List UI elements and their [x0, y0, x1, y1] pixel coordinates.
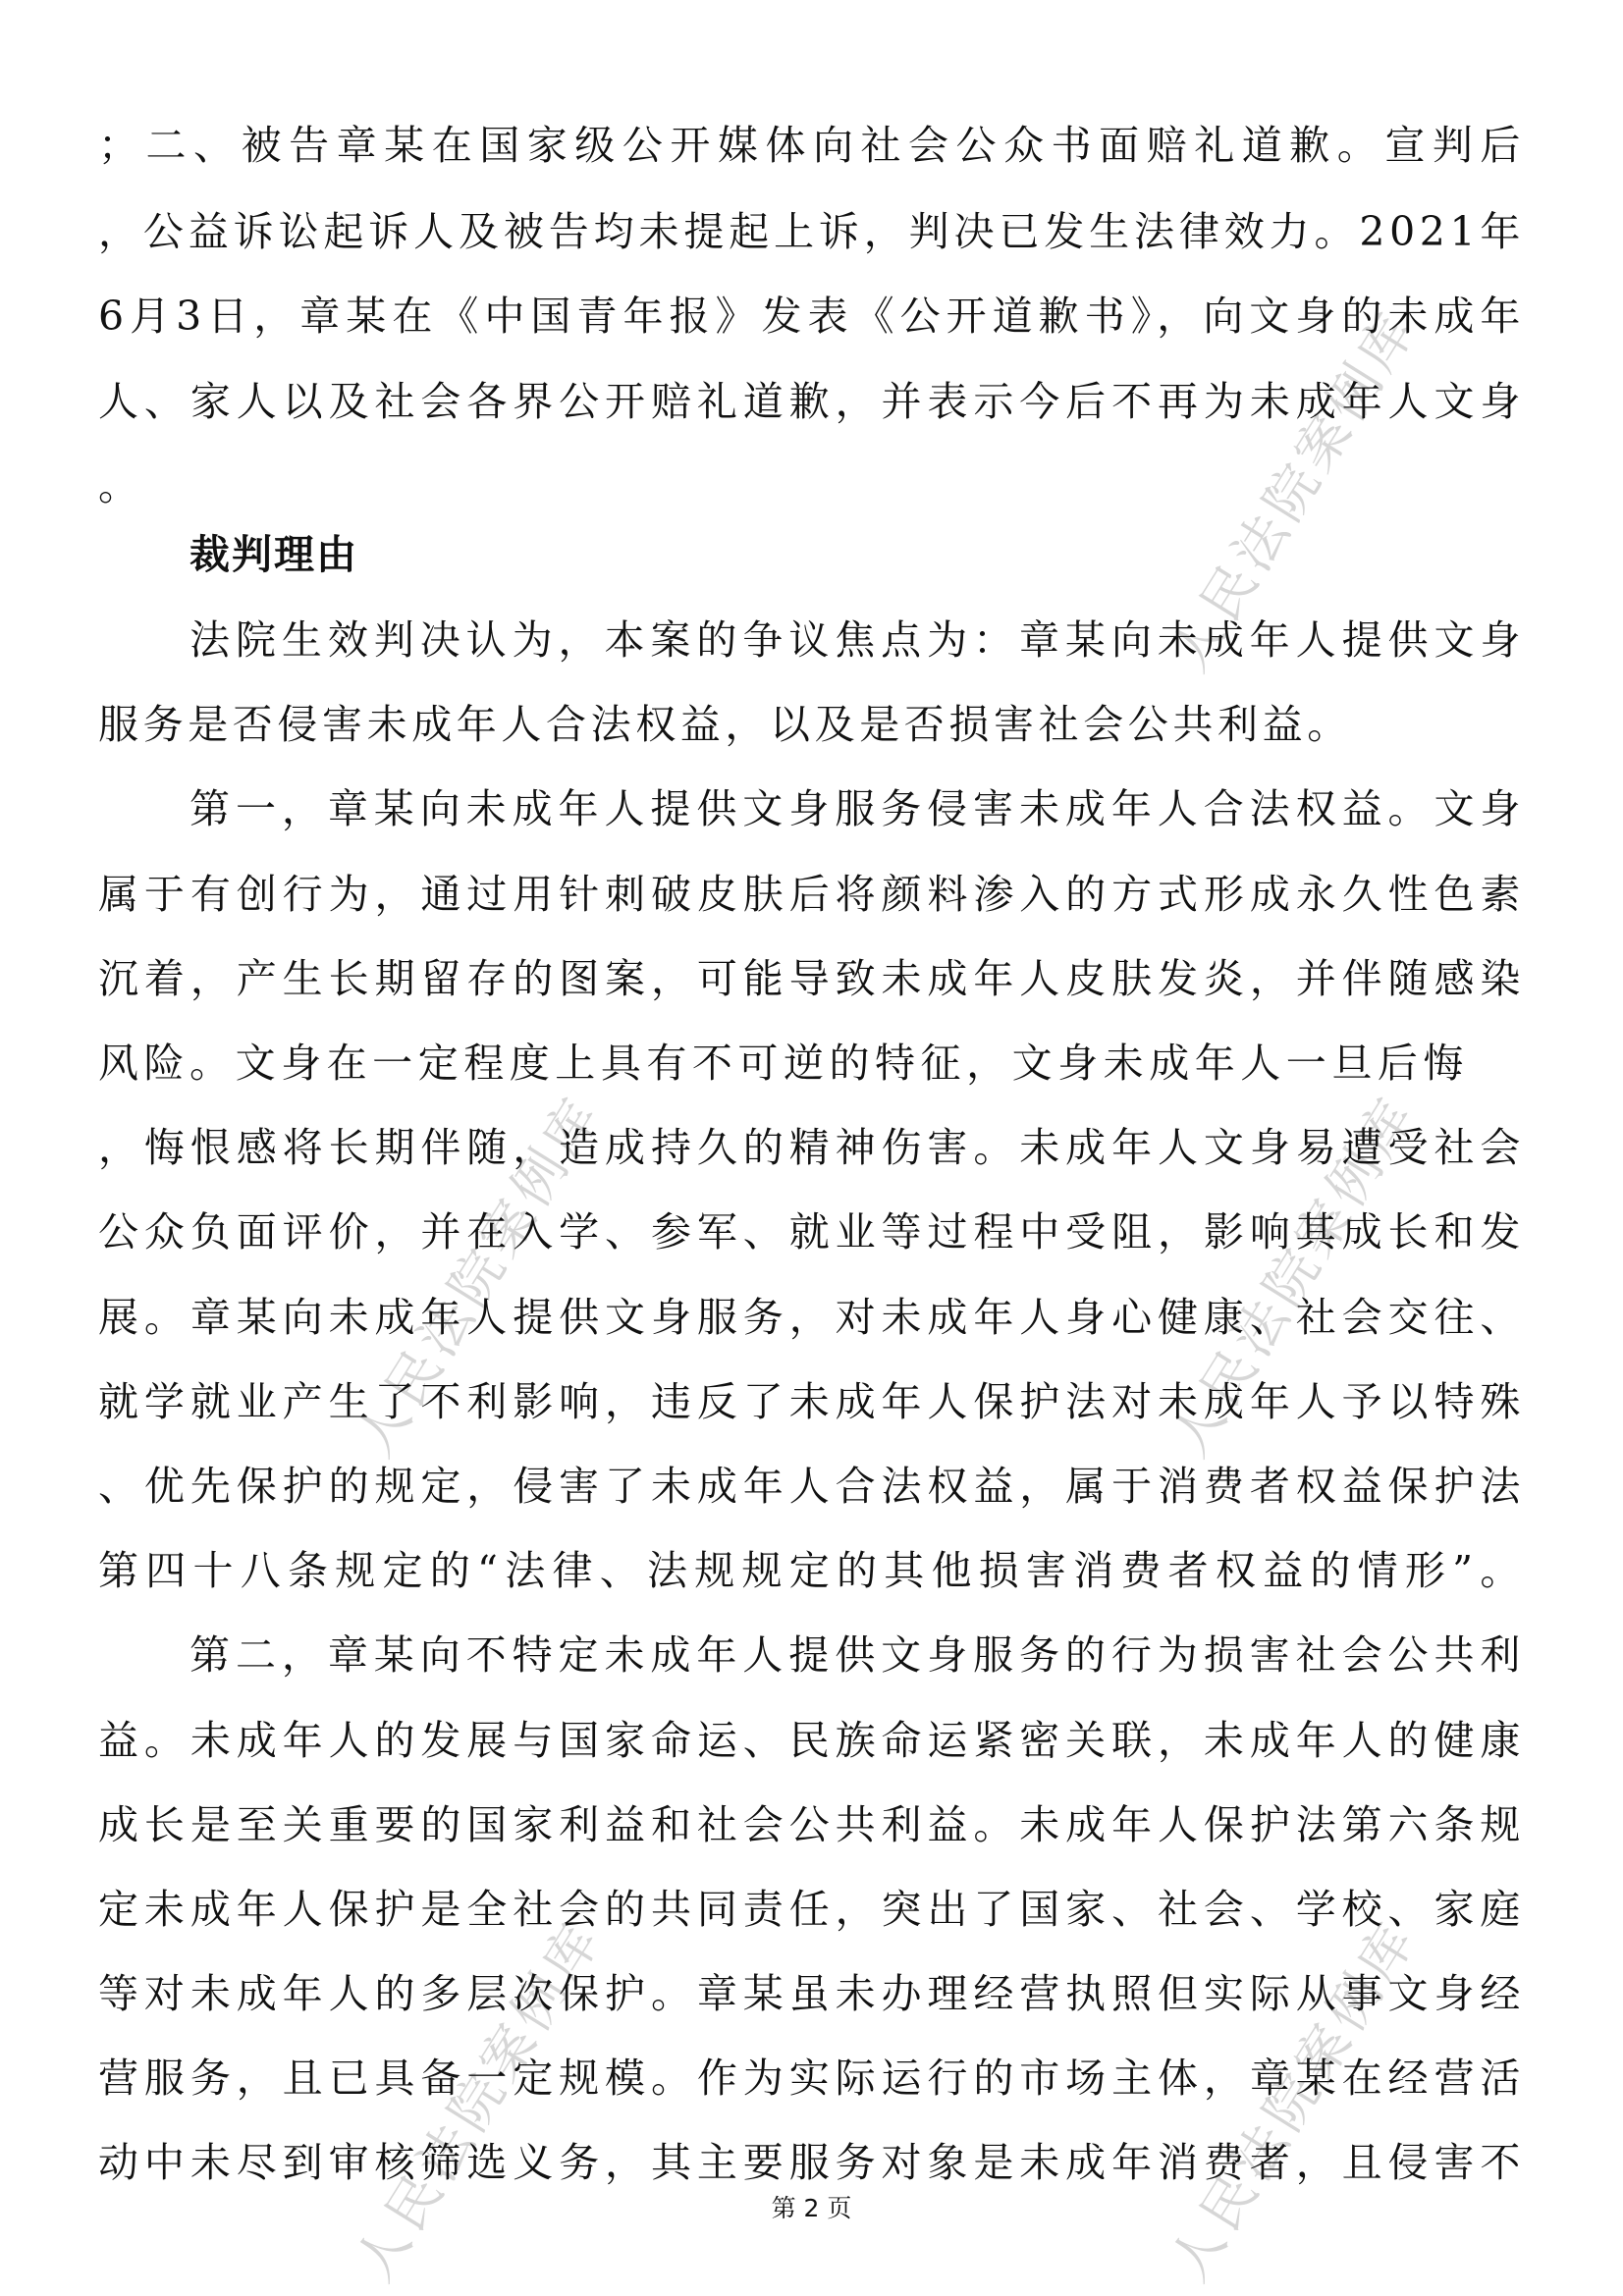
text-line: 6月3日，章某在《中国青年报》发表《公开道歉书》，向文身的未成年 — [98, 293, 1525, 340]
watermark: 人民法院案例库 — [1158, 1908, 1430, 2292]
watermark: 人民法院案例库 — [343, 1908, 615, 2292]
text-line: 第四十八条规定的“法律、法规规定的其他损害消费者权益的情形”。 — [98, 1547, 1525, 1594]
text-line: 第二，章某向不特定未成年人提供文身服务的行为损害社会公共利 — [189, 1631, 1525, 1679]
text-line: 公众负面评价，并在入学、参军、就业等过程中受阻，影响其成长和发 — [98, 1208, 1525, 1255]
watermark: 人民法院案例库 — [343, 1084, 615, 1468]
watermark: 人民法院案例库 — [1158, 298, 1430, 682]
text-line: 。 — [98, 462, 143, 509]
page-number: 第 2 页 — [771, 2194, 852, 2222]
text-line: 服务是否侵害未成年人合法权益，以及是否损害社会公共利益。 — [98, 701, 1352, 748]
text-line: 风险。文身在一定程度上具有不可逆的特征，文身未成年人一旦后悔 — [98, 1040, 1468, 1087]
text-line: 益。未成年人的发展与国家命运、民族命运紧密关联，未成年人的健康 — [98, 1717, 1525, 1764]
text-line: 等对未成年人的多层次保护。章某虽未办理经营执照但实际从事文身经 — [98, 1970, 1525, 2017]
text-line: 沉着，产生长期留存的图案，可能导致未成年人皮肤发炎，并伴随感染 — [98, 955, 1525, 1002]
text-line: 第一，章某向未成年人提供文身服务侵害未成年人合法权益。文身 — [189, 785, 1525, 832]
text-line: 定未成年人保护是全社会的共同责任，突出了国家、社会、学校、家庭 — [98, 1886, 1525, 1933]
text-line: 成长是至关重要的国家利益和社会公共利益。未成年人保护法第六条规 — [98, 1801, 1525, 1848]
text-line: 法院生效判决认为，本案的争议焦点为：章某向未成年人提供文身 — [189, 616, 1525, 664]
text-line: 展。章某向未成年人提供文身服务，对未成年人身心健康、社会交往、 — [98, 1294, 1525, 1341]
text-line: ，公益诉讼起诉人及被告均未提起上诉，判决已发生法律效力。2021年 — [98, 208, 1525, 255]
text-line: 、优先保护的规定，侵害了未成年人合法权益，属于消费者权益保护法 — [98, 1463, 1525, 1510]
text-line: 人、家人以及社会各界公开赔礼道歉，并表示今后不再为未成年人文身 — [98, 378, 1525, 425]
text-line: 动中未尽到审核筛选义务，其主要服务对象是未成年消费者，且侵害不 — [98, 2139, 1525, 2186]
text-line: 属于有创行为，通过用针刺破皮肤后将颜料渗入的方式形成永久性色素 — [98, 871, 1525, 918]
text-line: 营服务，且已具备一定规模。作为实际运行的市场主体，章某在经营活 — [98, 2055, 1525, 2102]
text-line: 就学就业产生了不利影响，违反了未成年人保护法对未成年人予以特殊 — [98, 1378, 1525, 1425]
text-line: ，悔恨感将长期伴随，造成持久的精神伤害。未成年人文身易遭受社会 — [98, 1124, 1525, 1171]
section-heading: 裁判理由 — [189, 531, 358, 578]
text-line: ；二、被告章某在国家级公开媒体向社会公众书面赔礼道歉。宣判后 — [98, 122, 1525, 169]
watermark: 人民法院案例库 — [1158, 1084, 1430, 1468]
